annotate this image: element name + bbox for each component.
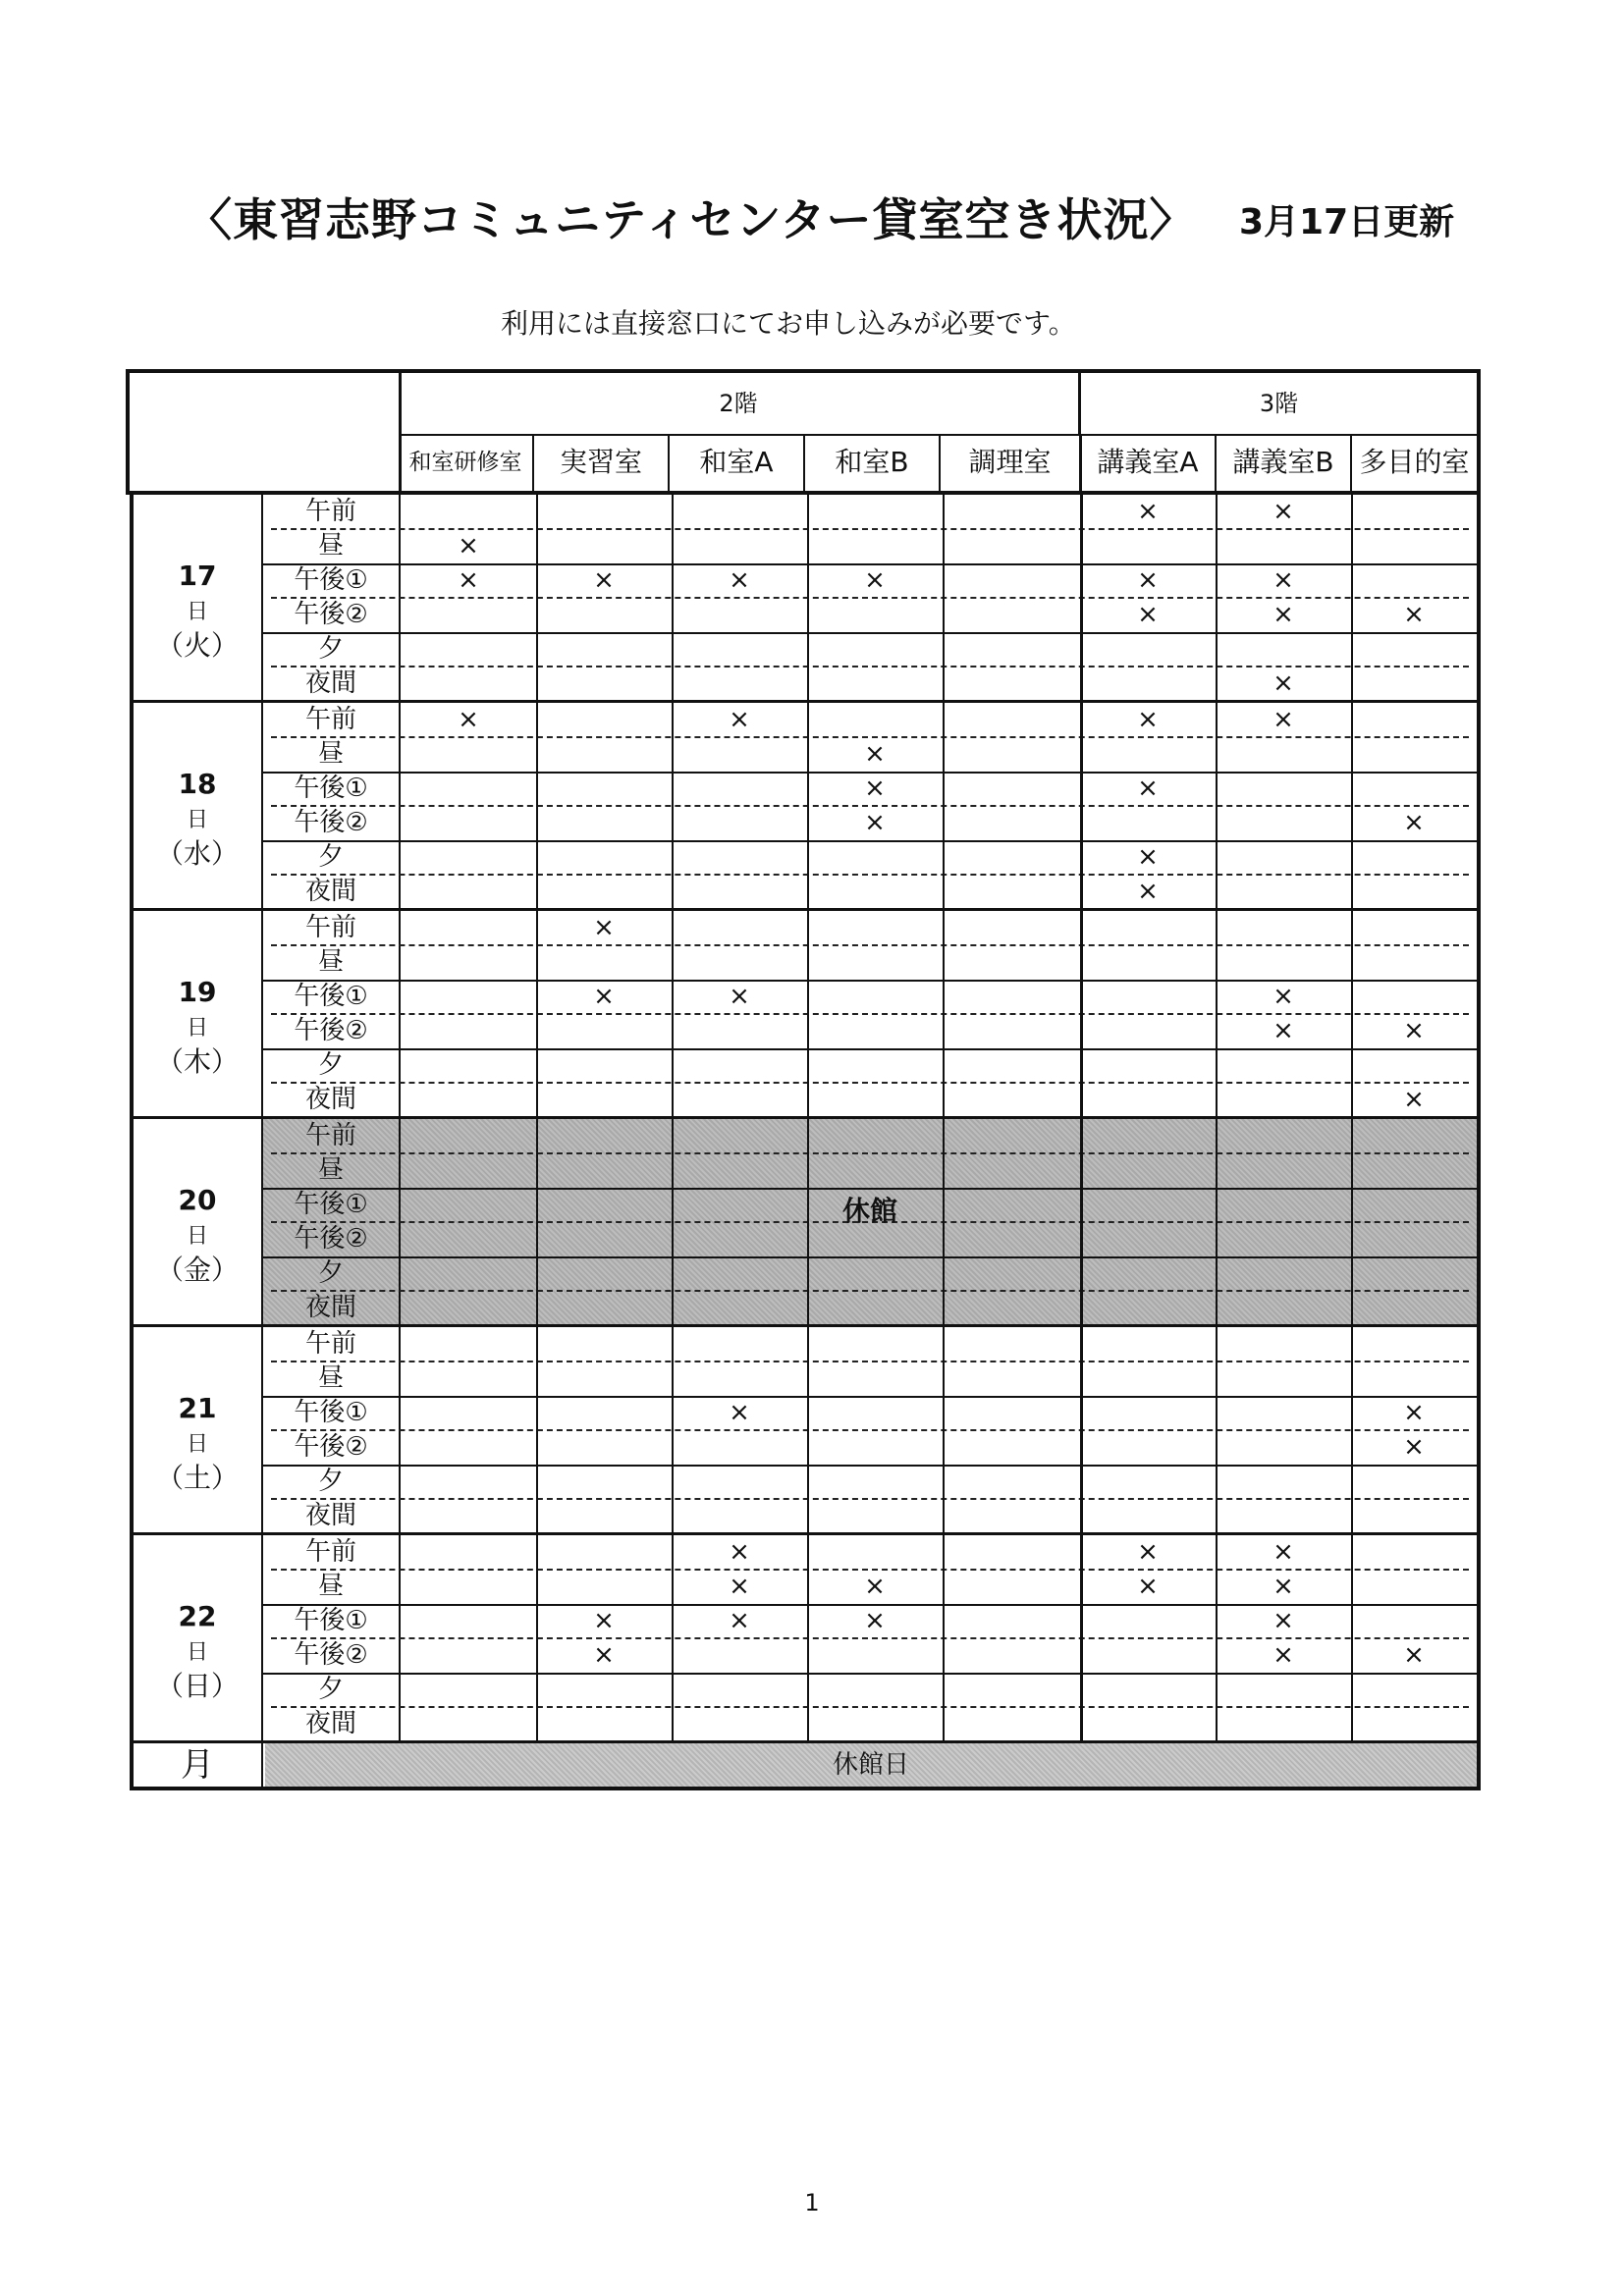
slot-label: 夜間 (304, 1501, 356, 1530)
booked-mark: × (864, 808, 886, 837)
booked-mark: × (1137, 600, 1159, 629)
updated-date: 3月17日更新 (1239, 202, 1455, 242)
floor-2-header: 2階 (399, 373, 1081, 436)
room-header-washitsu-kenshu: 和室研修室 (399, 434, 534, 491)
room-header-washitsu-b: 和室B (805, 434, 941, 491)
page-title: 〈東習志野コミュニティセンター貸室空き状況〉 (187, 193, 1196, 246)
slot-label: 夕 (317, 842, 344, 872)
column-divider (1080, 1327, 1083, 1532)
column-divider (672, 1119, 674, 1324)
slot-label: 午後② (294, 1640, 368, 1670)
day-group-17 (134, 495, 1477, 703)
booked-mark: × (1137, 565, 1159, 595)
day-grid (401, 1535, 1477, 1740)
day-label (134, 1535, 263, 1740)
room-header-kogi-b: 講義室B (1217, 434, 1352, 491)
slot-label: 午後② (294, 808, 368, 837)
booked-mark: × (729, 982, 750, 1011)
column-divider (807, 1119, 809, 1324)
notice-text: 利用には直接窓口にてお申し込みが必要です。 (501, 307, 1076, 340)
slot-label: 夕 (317, 1467, 344, 1496)
day-group-21 (134, 1327, 1477, 1535)
day-suffix: 日 (186, 1224, 208, 1249)
booked-mark: × (1137, 497, 1159, 526)
slot-label: 昼 (317, 1572, 344, 1601)
booked-mark: × (729, 1398, 750, 1427)
slot-label: 午後① (294, 1606, 368, 1635)
booked-mark: × (593, 565, 615, 595)
availability-table (130, 495, 1481, 1790)
day-grid (401, 1327, 1477, 1532)
day-group-20 (134, 1119, 1477, 1327)
day-group-19 (134, 911, 1477, 1119)
day-weekday: （金） (155, 1254, 239, 1286)
column-divider (1216, 1327, 1218, 1532)
day-grid (401, 703, 1477, 908)
slot-label: 昼 (317, 947, 344, 977)
booked-mark: × (1272, 982, 1294, 1011)
booked-mark: × (1272, 1572, 1294, 1601)
slot-label: 午後① (294, 982, 368, 1011)
column-divider (536, 703, 538, 908)
slot-label: 夕 (317, 1050, 344, 1080)
slot-label: 午前 (304, 1537, 356, 1567)
table-header (126, 369, 1481, 495)
booked-mark: × (1403, 1432, 1425, 1462)
slot-label: 夜間 (304, 1293, 356, 1322)
room-header-chori: 調理室 (941, 434, 1082, 491)
booked-mark: × (458, 565, 479, 595)
booked-mark: × (593, 1606, 615, 1635)
monday-label: 月 (134, 1743, 263, 1787)
booked-mark: × (1272, 1640, 1294, 1670)
booked-mark: × (1403, 1640, 1425, 1670)
booked-mark: × (1272, 1016, 1294, 1045)
column-divider (536, 1327, 538, 1532)
day-grid (401, 911, 1477, 1116)
slot-label: 午前 (304, 1329, 356, 1359)
slot-label: 夕 (317, 1675, 344, 1704)
slot-label: 午後② (294, 1224, 368, 1254)
day-weekday: （水） (155, 837, 239, 870)
slot-label: 午前 (304, 913, 356, 942)
booked-mark: × (1403, 808, 1425, 837)
column-divider (943, 1535, 945, 1740)
column-divider (807, 1327, 809, 1532)
column-divider (536, 1119, 538, 1324)
booked-mark: × (1137, 774, 1159, 803)
day-weekday: （土） (155, 1462, 239, 1494)
booked-mark: × (1403, 1016, 1425, 1045)
slot-label: 午後① (294, 565, 368, 595)
booked-mark: × (729, 705, 750, 734)
day-number: 19 (178, 976, 217, 1008)
day-grid (401, 1119, 1477, 1324)
column-divider (1080, 1119, 1083, 1324)
day-suffix: 日 (186, 1016, 208, 1041)
monday-row (134, 1743, 1477, 1790)
booked-mark: × (593, 913, 615, 942)
slot-label: 夜間 (304, 1085, 356, 1114)
room-header-kogi-a: 講義室A (1081, 434, 1217, 491)
booked-mark: × (1272, 600, 1294, 629)
day-weekday: （火） (155, 629, 239, 662)
booked-mark: × (864, 774, 886, 803)
booked-mark: × (729, 565, 750, 595)
booked-mark: × (729, 1572, 750, 1601)
day-number: 21 (178, 1392, 217, 1424)
slot-label: 夜間 (304, 877, 356, 906)
day-label (134, 1327, 263, 1532)
booked-mark: × (1137, 877, 1159, 906)
booked-mark: × (1272, 1537, 1294, 1567)
booked-mark: × (1272, 1606, 1294, 1635)
booked-mark: × (1272, 668, 1294, 698)
day-number: 20 (178, 1184, 217, 1216)
column-divider (1080, 911, 1083, 1116)
page-number: 1 (804, 2189, 820, 2216)
booked-mark: × (1272, 497, 1294, 526)
day-label (134, 911, 263, 1116)
booked-mark: × (729, 1606, 750, 1635)
day-label (134, 1119, 263, 1324)
booked-mark: × (1137, 1572, 1159, 1601)
booked-mark: × (864, 565, 886, 595)
slot-label: 午後① (294, 1190, 368, 1219)
column-divider (943, 703, 945, 908)
slot-label: 午後② (294, 600, 368, 629)
floor-3-header: 3階 (1081, 373, 1477, 436)
column-divider (943, 495, 945, 700)
day-suffix: 日 (186, 808, 208, 832)
booked-mark: × (593, 982, 615, 1011)
monday-closed: 休館日 (265, 1743, 1477, 1787)
column-divider (1216, 1119, 1218, 1324)
day-grid (401, 495, 1477, 700)
booked-mark: × (458, 705, 479, 734)
day-label (134, 703, 263, 908)
slot-label: 午前 (304, 497, 356, 526)
booked-mark: × (864, 739, 886, 769)
column-divider (943, 911, 945, 1116)
slot-label: 昼 (317, 531, 344, 561)
slot-label: 夜間 (304, 668, 356, 698)
booked-mark: × (593, 1640, 615, 1670)
booked-mark: × (1403, 1085, 1425, 1114)
day-suffix: 日 (186, 1432, 208, 1457)
day-group-18 (134, 703, 1477, 911)
column-divider (943, 1327, 945, 1532)
slot-label: 夕 (317, 1258, 344, 1288)
day-number: 22 (178, 1600, 217, 1632)
day-suffix: 日 (186, 600, 208, 624)
header-corner (130, 373, 402, 491)
day-label (134, 495, 263, 700)
room-header-tamokuteki: 多目的室 (1359, 446, 1470, 478)
slot-label: 昼 (317, 1155, 344, 1185)
slot-label: 夕 (317, 634, 344, 664)
closed-label: 休館 (842, 1195, 898, 1227)
booked-mark: × (1137, 1537, 1159, 1567)
slot-label: 午後② (294, 1016, 368, 1045)
column-divider (807, 911, 809, 1116)
slot-label: 午前 (304, 1121, 356, 1150)
booked-mark: × (1137, 842, 1159, 872)
slot-label: 昼 (317, 1363, 344, 1393)
slot-label: 夜間 (304, 1709, 356, 1738)
day-weekday: （日） (155, 1670, 239, 1702)
booked-mark: × (1403, 600, 1425, 629)
day-number: 18 (178, 768, 217, 800)
room-header-jisshu: 実習室 (534, 434, 670, 491)
booked-mark: × (1403, 1398, 1425, 1427)
day-group-22 (134, 1535, 1477, 1743)
booked-mark: × (1272, 705, 1294, 734)
day-suffix: 日 (186, 1640, 208, 1665)
slot-label: 午後② (294, 1432, 368, 1462)
day-number: 17 (178, 560, 217, 592)
room-header-washitsu-a: 和室A (670, 434, 805, 491)
column-divider (1351, 1119, 1353, 1324)
slot-label: 午後① (294, 1398, 368, 1427)
slot-label: 昼 (317, 739, 344, 769)
booked-mark: × (864, 1572, 886, 1601)
slot-label: 午後① (294, 774, 368, 803)
slot-label: 午前 (304, 705, 356, 734)
day-weekday: （木） (155, 1045, 239, 1078)
booked-mark: × (1137, 705, 1159, 734)
booked-mark: × (729, 1537, 750, 1567)
booked-mark: × (864, 1606, 886, 1635)
booked-mark: × (1272, 565, 1294, 595)
column-divider (943, 1119, 945, 1324)
booked-mark: × (458, 531, 479, 561)
